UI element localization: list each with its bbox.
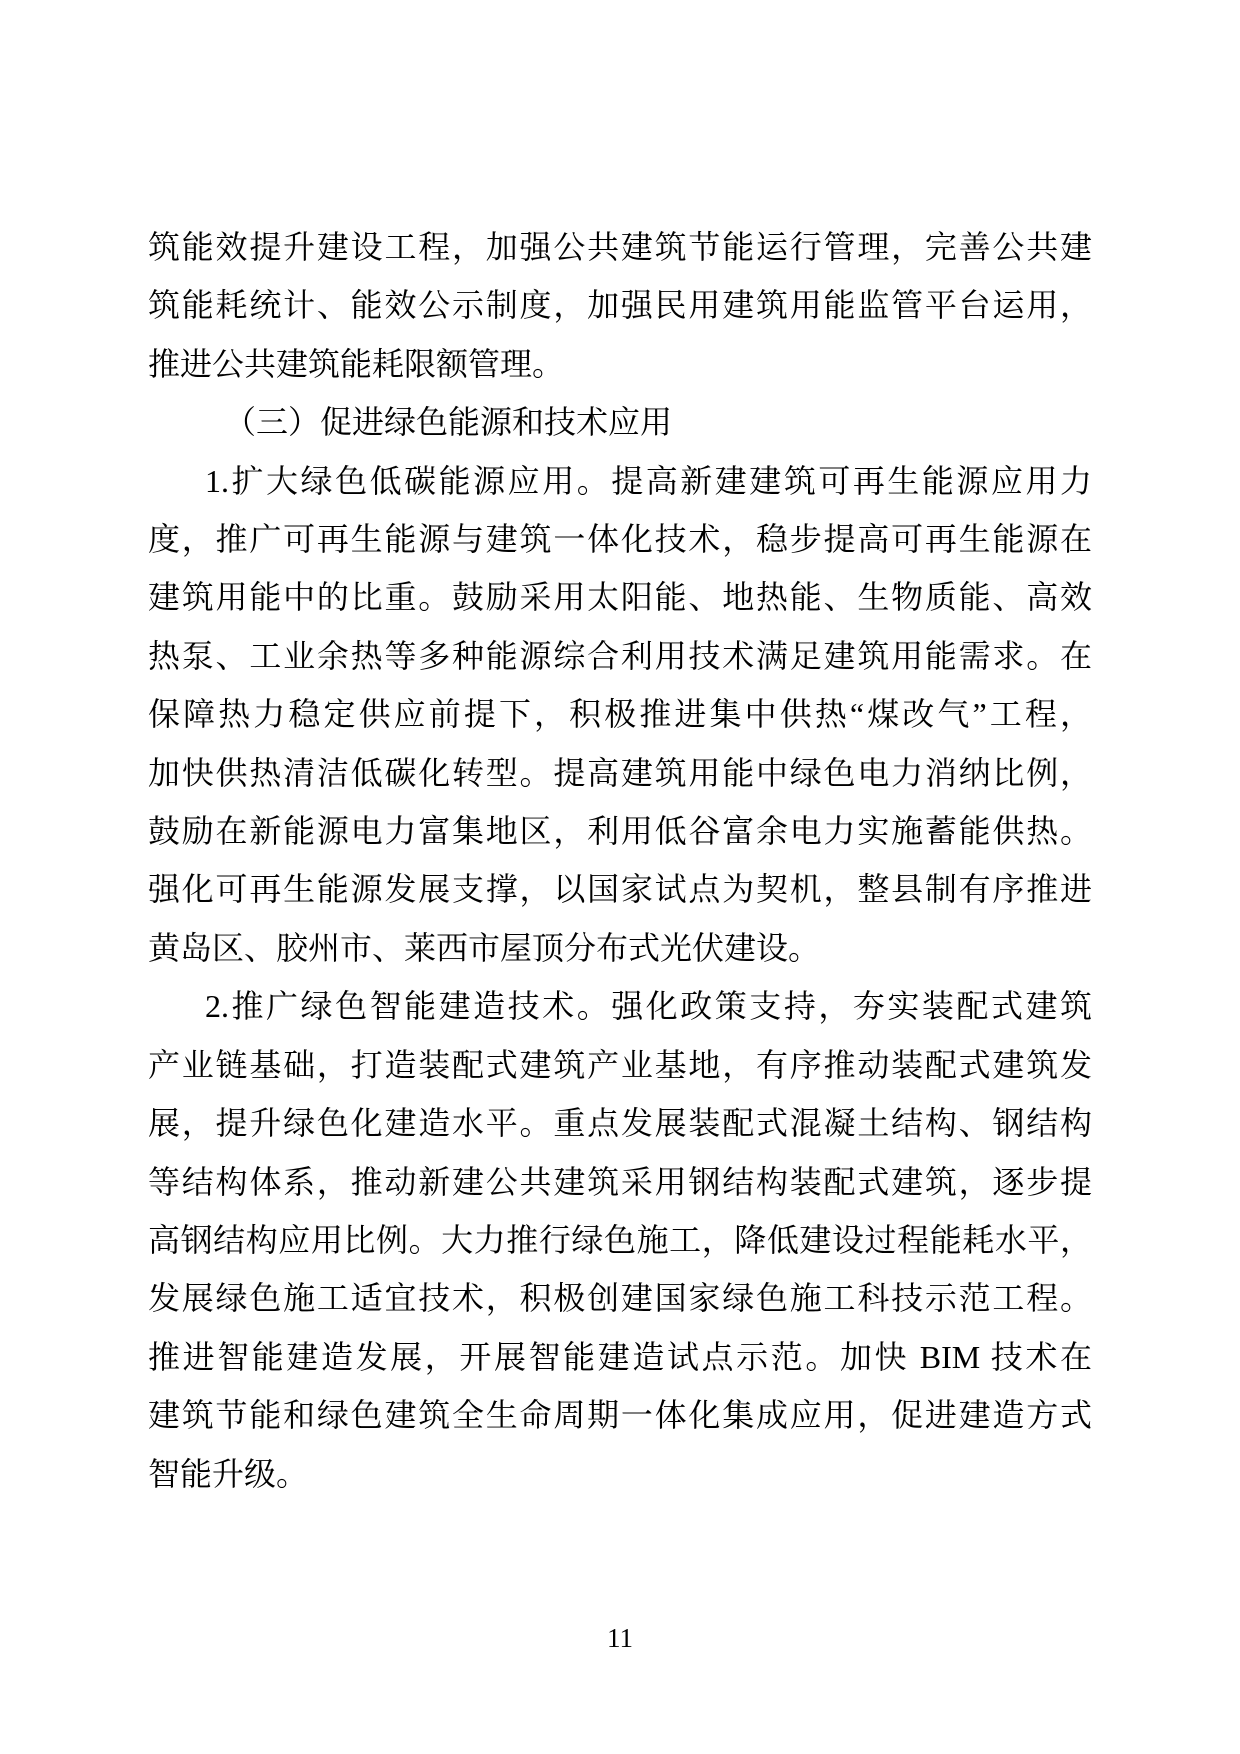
paragraph-item-2 [148, 977, 1092, 1503]
text-body [148, 218, 1092, 1503]
body-line: 热泵、工业余热等多种能源综合利用技术满足建筑用能需求。在 [148, 637, 1092, 674]
body-line: 2.推广绿色智能建造技术。强化政策支持，夯实装配式建筑 [205, 988, 1092, 1025]
paragraph-heading-section-3 [148, 393, 1092, 451]
body-line: 度，推广可再生能源与建筑一体化技术，稳步提高可再生能源在 [148, 521, 1092, 558]
body-line: 推进智能建造发展，开展智能建造试点示范。加快 BIM 技术在 [148, 1338, 1092, 1375]
section-heading: （三）促进绿色能源和技术应用 [224, 404, 673, 441]
body-line: 建筑用能中的比重。鼓励采用太阳能、地热能、生物质能、高效 [148, 579, 1092, 616]
body-line: 推进公共建筑能耗限额管理。 [148, 345, 565, 382]
body-line: 1.扩大绿色低碳能源应用。提高新建建筑可再生能源应用力 [205, 462, 1092, 499]
page-number: 11 [607, 1623, 633, 1653]
body-line: 保障热力稳定供应前提下，积极推进集中供热“煤改气”工程， [148, 696, 1092, 733]
body-line: 加快供热清洁低碳化转型。提高建筑用能中绿色电力消纳比例， [148, 754, 1092, 791]
body-line: 智能升级。 [148, 1455, 309, 1492]
body-line: 发展绿色施工适宜技术，积极创建国家绿色施工科技示范工程。 [148, 1280, 1092, 1317]
paragraph-continuation [148, 218, 1092, 393]
body-line: 筑能耗统计、能效公示制度，加强民用建筑用能监管平台运用， [148, 287, 1092, 324]
body-line: 鼓励在新能源电力富集地区，利用低谷富余电力实施蓄能供热。 [148, 813, 1092, 850]
body-line: 黄岛区、胶州市、莱西市屋顶分布式光伏建设。 [148, 929, 821, 966]
body-line: 强化可再生能源发展支撑，以国家试点为契机，整县制有序推进 [148, 871, 1092, 908]
body-line: 等结构体系，推动新建公共建筑采用钢结构装配式建筑，逐步提 [148, 1163, 1092, 1200]
body-line: 产业链基础，打造装配式建筑产业基地，有序推动装配式建筑发 [148, 1046, 1092, 1083]
body-line: 高钢结构应用比例。大力推行绿色施工，降低建设过程能耗水平， [148, 1221, 1092, 1258]
paragraph-item-1 [148, 452, 1092, 978]
body-line: 筑能效提升建设工程，加强公共建筑节能运行管理，完善公共建 [148, 229, 1092, 265]
body-line: 建筑节能和绿色建筑全生命周期一体化集成应用，促进建造方式 [148, 1397, 1092, 1434]
body-line: 展，提升绿色化建造水平。重点发展装配式混凝土结构、钢结构 [148, 1105, 1092, 1142]
